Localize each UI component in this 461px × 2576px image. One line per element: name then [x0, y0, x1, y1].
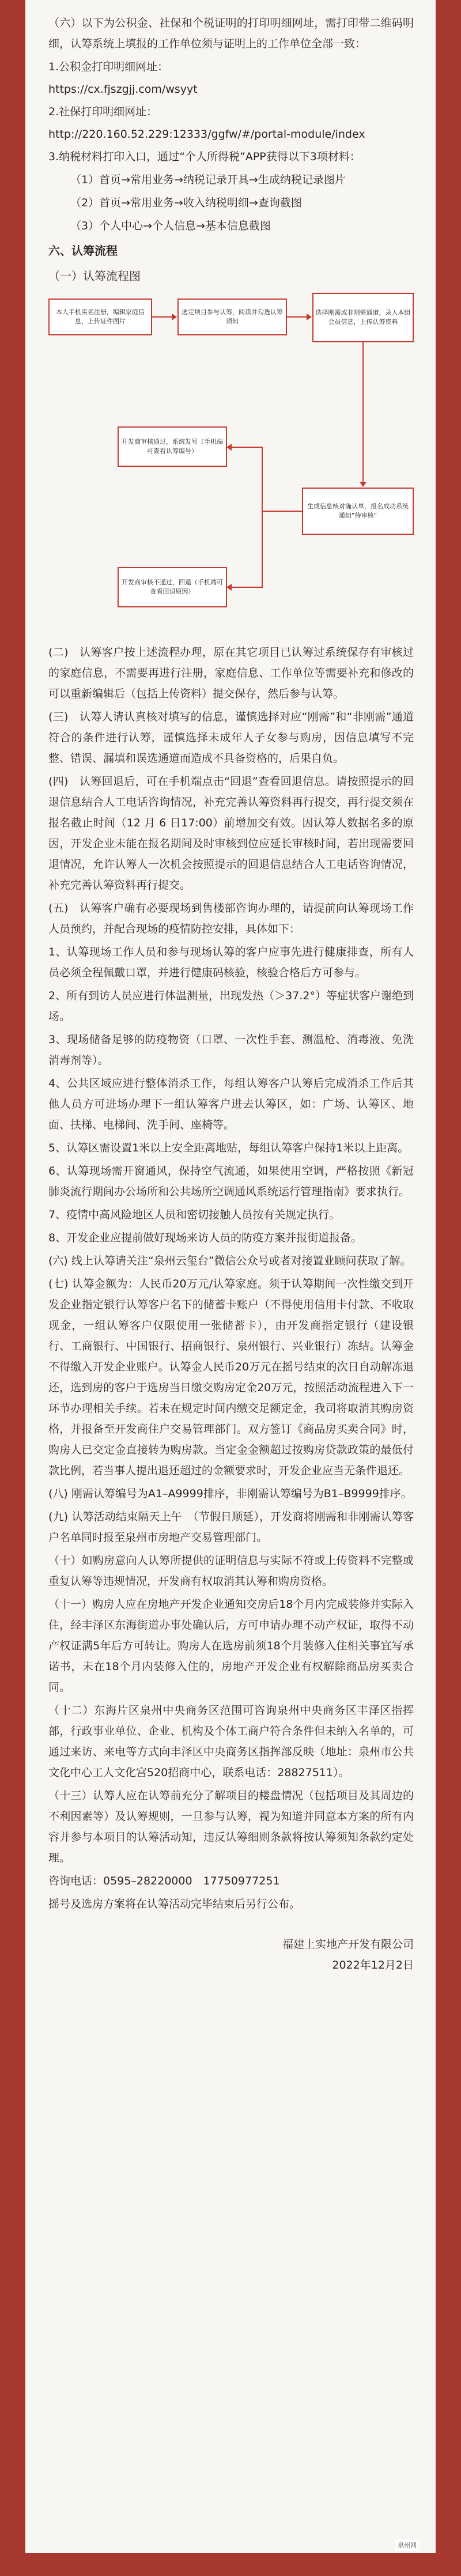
- paragraph: 6、认筹现场需开窗通风，保持空气流通，如果使用空调，严格按照《新冠肺炎流行期间办公场所和公共场所空调通风系统运行管理指南》要求执行。: [48, 1165, 414, 1198]
- paragraph: （十二）东海片区泉州中央商务区范围可咨询泉州中央商务区丰泽区指挥部，行政事业单位、企业、机构及个体工商户符合条件但未纳入名单的，可通过来访、来电等方式向丰泽区中央商务区指挥部反映（地址：泉州市公共文化中心工人文化宫520招商中心，联系电话：28827511）。: [48, 1704, 414, 1779]
- paragraph: (四) 认筹回退后，可在手机端点击“回退”查看回退信息。请按照提示的回退信息结合人工电话咨询情况，补充完善认筹资料再行提交，再行提交须在报名截止时间（12 月 6 日17:00）前增加交有效。因认筹人数据名多的原因，开发企业未能在报名期间及时审核到位应延长审核时间，若出现需要回退情况，允许认筹人一次机会按照提示的回退信息结合人工电话咨询情况，补充完善认筹资料再行提交。: [48, 775, 414, 892]
- paragraph: （1）首页→常用业务→纳税记录开具→生成纳税记录图片: [70, 173, 346, 186]
- arrow-head-icon: [172, 313, 177, 320]
- paragraph: (二) 认筹客户按上述流程办理，原在其它项目已认筹过系统保存有审核过的家庭信息，不需要再进行注册，家庭信息、工作单位等需要补充和修改的可以重新编辑后（包括上传资料）提交保存，然后参与认筹。: [48, 646, 414, 700]
- flow-arrow: [262, 447, 263, 587]
- paragraph: (七) 认筹金额为：人民币20万元/认筹家庭。须于认筹期间一次性缴交到开发企业指定银行认筹客户名下的储蓄卡账户（不得使用信用卡付款、不收取现金，一组认筹客户仅限使用一张储蓄卡），由开发商指定银行（建设银行、工商银行、中国银行、招商银行、泉州银行、兴业银行）冻结。认筹金不得缴入开发企业账户。认筹金人民币20万元在摇号结束的次日自动解冻退还，选到房的客户于选房当日缴交购房定金20万元，按照活动流程进入下一环节办理相关手续。若未在规定时间内缴交足额定金，我司将取消其购房资格，并报备至开发商住户交易管理部门。双方签订《商品房买卖合同》时，购房人已交定金直接转为购房款。当定金金额超过按购房贷款政策的最低付款比例，若当事人提出退还超过的金额要求时，开发企业应当无条件退还。: [48, 1278, 414, 1477]
- flow-box-register: 本人手机实名注册，编辑家庭信息，上传证件图片: [48, 299, 152, 335]
- document-page: [25, 0, 436, 2553]
- paragraph: (九) 认筹活动结束隔天上午 （节假日顺延），开发商将刚需和非刚需认筹客户名单同时报至泉州市房地产交易管理部门。: [48, 1510, 414, 1544]
- paragraph: 1.公积金打印明细网址：: [48, 61, 169, 73]
- paragraph: （十一）购房人应在房地产开发企业通知交房后18个月内完成装修并实际入住，经丰泽区东海街道办事处确认后，方可申请办理不动产权证，取得不动产权证满5年后方可转让。购房人在选房前须18个月装修入住相关事宜写承诺书，未在18个月内装修入住的，房地产开发企业有权解除商品房买卖合同。: [48, 1598, 414, 1694]
- paragraph: (五) 认筹客户确有必要现场到售楼部咨询办理的，请提前向认筹现场工作人员预约，并配合现场的疫情防控安排，具体如下：: [48, 902, 414, 935]
- flow-arrow: [262, 511, 302, 512]
- paragraph: 2、所有到访人员应进行体温测量，出现发热（＞37.2°）等症状客户谢绝到场。: [48, 989, 414, 1023]
- arrow-head-icon: [226, 584, 232, 591]
- flow-arrow: [231, 447, 263, 448]
- paragraph: （十三）认筹人应在认筹前充分了解项目的楼盘情况（包括项目及其周边的不利因素等）及认筹规则，一旦参与认筹，视为知道并同意本方案的所有内容并参与本项目的认筹活动知，违反认筹细则条款将按认筹须知条款约定处理。: [48, 1789, 414, 1864]
- paragraph: （十）如购房意向人认筹所提供的证明信息与实际不符或上传资料不完整或重复认筹等违规情况，开发商有权取消其认筹和购房资格。: [48, 1554, 414, 1588]
- flow-box-choose-channel: 选择刚需或非刚需通道，录入本组会员信息，上传认筹资料: [312, 293, 414, 342]
- paragraph: 咨询电话：0595–28220000 17750977251: [48, 1875, 280, 1887]
- flow-box-select-project: 选定项目参与认筹，阅读并勾选认筹须知: [177, 299, 287, 335]
- paragraph: 7、疫情中高风险地区人员和密切接触人员按有关规定执行。: [48, 1208, 341, 1221]
- subsection-title: （一）认筹流程图: [48, 269, 141, 283]
- flow-arrow: [231, 587, 263, 588]
- flow-box-rejected: 开发商审核不通过，回退（手机端可查看回退原因）: [118, 567, 227, 607]
- flowchart: [48, 290, 414, 636]
- paragraph: （3）个人中心→个人信息→基本信息截图: [70, 220, 271, 232]
- signature-company: 福建上实地产开发有限公司: [282, 1938, 414, 1951]
- paragraph: 2.社保打印明细网址：: [48, 105, 158, 118]
- paragraph: (八) 刚需认筹编号为A1–A9999排序，非刚需认筹编号为B1–B9999排序。: [48, 1487, 412, 1500]
- paragraph: 1、认筹现场工作人员和参与现场认筹的客户应事先进行健康排查，所有人员必须全程佩戴口罩，并进行健康码核验，核验合格后方可参与。: [48, 946, 414, 979]
- document-content: [48, 13, 414, 1976]
- flow-arrow: [362, 342, 364, 484]
- signature-date: 2022年12月2日: [332, 1959, 414, 1971]
- paragraph: （2）首页→常用业务→收入纳税明细→查询截图: [70, 197, 302, 209]
- paragraph: (六) 线上认筹请关注“泉州云玺台”微信公众号或者对接置业顾问获取了解。: [48, 1255, 411, 1267]
- flow-arrow: [287, 316, 309, 318]
- paragraph: 3.纳税材料打印入口，通过“个人所得税”APP获得以下3项材料：: [48, 150, 361, 163]
- paragraph: 5、认筹区需设置1米以上安全距离地贴，每组认筹客户保持1米以上距离。: [48, 1142, 409, 1154]
- arrow-head-icon: [307, 313, 312, 320]
- paragraph: 3、现场储备足够的防疫物资（口罩、一次性手套、测温枪、消毒液、免洗消毒剂等）。: [48, 1033, 414, 1067]
- contact-phone: 摇号及选房方案将在认筹活动完毕结束后另行公布。: [48, 1898, 301, 1910]
- section-title: 六、认筹流程: [48, 244, 118, 258]
- url-text: https://cx.fjszgjj.com/wsyyt: [48, 83, 198, 96]
- arrow-head-icon: [226, 444, 232, 451]
- flow-box-approved: 开发商审核通过，系统发号（手机端可查看认筹编号）: [118, 426, 227, 467]
- paragraph: （六）以下为公积金、社保和个税证明的打印明细网址，需打印带二维码明细，认筹系统上填报的工作单位须与证明上的工作单位全部一致：: [48, 17, 414, 50]
- paragraph: (三) 认筹人请认真核对填写的信息，谨慎选择对应“刚需”和“非刚需”通道符合的条件进行认筹，谨慎选择未成年人子女参与购房，因信息填写不完整、错误、漏填和误选通道而造成不具备资格的，后果自负。: [48, 711, 414, 765]
- watermark-logo: 泉州网: [395, 2539, 420, 2551]
- flow-box-confirm: 生成信息核对确认单，报名成功系统通知“待审核”: [302, 488, 414, 535]
- paragraph: 4、公共区域应进行整体消杀工作，每组认筹客户认筹后完成消杀工作后其他人员方可进场办理下一组认筹客户进去认筹区，如：广场、认筹区、地面、扶梯、电梯间、洗手间、座椅等。: [48, 1077, 414, 1131]
- arrow-head-icon: [360, 482, 366, 487]
- flow-arrow: [152, 316, 174, 318]
- paragraph: 8、开发企业应提前做好现场来访人员的防疫方案并报街道报备。: [48, 1232, 362, 1244]
- url-text: http://220.160.52.229:12333/ggfw/#/portal-module/index: [48, 128, 365, 141]
